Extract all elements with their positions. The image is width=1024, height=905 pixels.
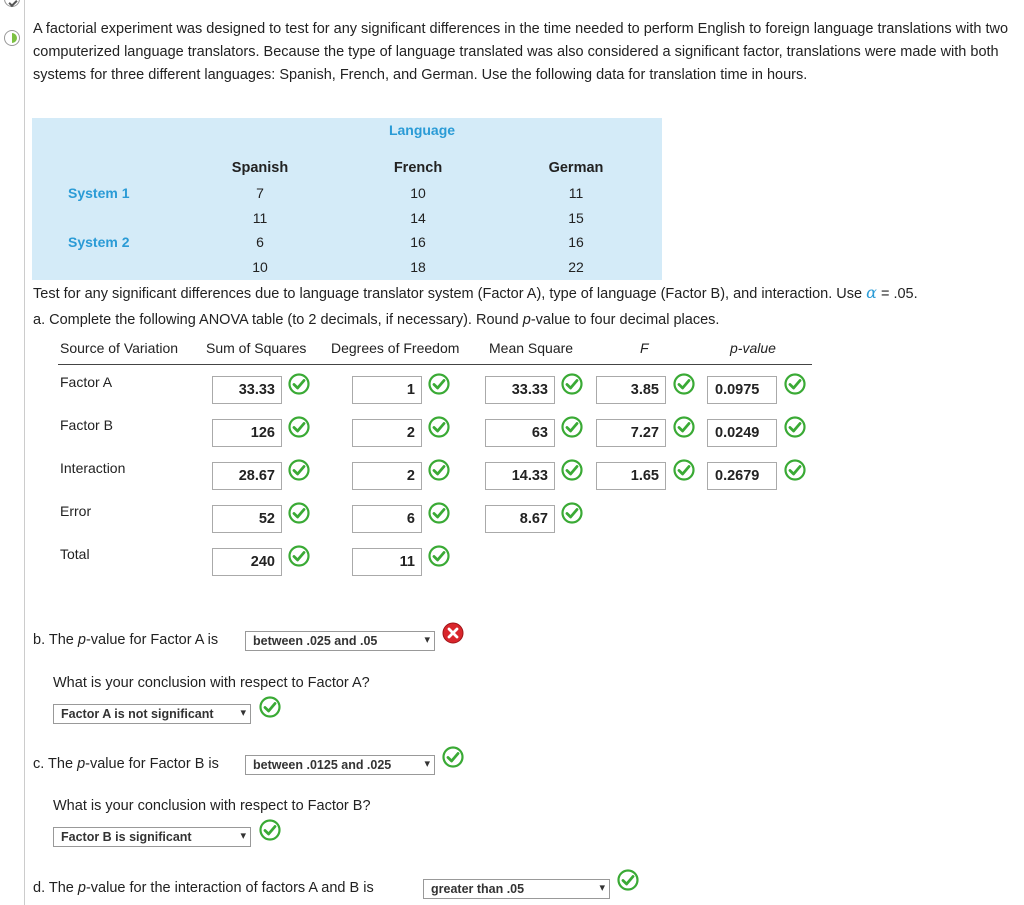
correct-check-icon — [428, 373, 450, 395]
part-b-p: p — [77, 632, 86, 648]
row-label-interaction: Interaction — [60, 460, 126, 476]
row-label-total: Total — [60, 546, 90, 562]
correct-check-icon — [561, 416, 583, 438]
collapse-chevron-icon[interactable] — [4, 0, 20, 7]
instruction-line — [33, 283, 918, 302]
df-input-factor-b[interactable]: 2 — [352, 419, 422, 447]
data-cell: 16 — [568, 234, 584, 250]
part-d-suffix: -value for the interaction of factors A and B is — [85, 880, 374, 896]
correct-check-icon — [259, 819, 281, 841]
chevron-down-icon: ▾ — [599, 882, 605, 894]
part-d-p: p — [77, 880, 86, 896]
instruction-text: Test for any significant differences due to language translator system (Factor A), type of language (Factor B), and interaction. Use — [33, 286, 863, 302]
ss-input-factor-a[interactable]: 33.33 — [212, 376, 282, 404]
question-stem: A factorial experiment was designed to test for any significant differences in the time needed to perform English to foreign language translations with two computerized language translators. Because the type of language translated was also considered a significant factor, translations were made with both systems for three different languages: Spanish, French, and German. Use the following data for translation time in hours. — [33, 21, 1009, 83]
header-ss: Sum of Squares — [206, 340, 307, 356]
correct-check-icon — [561, 502, 583, 524]
correct-check-icon — [442, 746, 464, 768]
factor-a-conclusion-prompt: What is your conclusion with respect to Factor A? — [53, 675, 370, 691]
factor-a-conclusion-select[interactable] — [53, 704, 251, 724]
data-cell: 18 — [410, 259, 426, 275]
correct-check-icon — [428, 502, 450, 524]
incorrect-x-icon — [442, 622, 464, 644]
data-cell: 10 — [252, 259, 268, 275]
df-input-error[interactable]: 6 — [352, 505, 422, 533]
correct-check-icon — [784, 459, 806, 481]
column-header-spanish: Spanish — [231, 160, 289, 176]
correct-check-icon — [673, 373, 695, 395]
column-header-german: German — [548, 160, 604, 176]
correct-check-icon — [428, 459, 450, 481]
ss-input-total[interactable]: 240 — [212, 548, 282, 576]
chevron-down-icon: ▾ — [424, 634, 430, 646]
part-d-prompt — [33, 880, 374, 896]
f-input-interaction[interactable]: 1.65 — [596, 462, 666, 490]
progress-pie-icon — [4, 30, 20, 46]
interaction-pvalue-select[interactable] — [423, 879, 610, 899]
part-c-prefix: c. The — [33, 756, 78, 772]
factor-a-conclusion-selected: Factor A is not significant — [61, 707, 214, 721]
row-label-system-1: System 1 — [68, 185, 130, 201]
correct-check-icon — [428, 545, 450, 567]
data-cell: 14 — [410, 210, 426, 226]
part-b-suffix: -value for Factor A is — [85, 632, 219, 648]
correct-check-icon — [561, 373, 583, 395]
part-c-prompt — [33, 756, 219, 772]
p-input-factor-a[interactable]: 0.0975 — [707, 376, 777, 404]
correct-check-icon — [617, 869, 639, 891]
data-cell: 10 — [410, 185, 426, 201]
data-cell: 11 — [252, 210, 268, 226]
header-divider — [58, 364, 812, 365]
header-source: Source of Variation — [60, 340, 179, 356]
correct-check-icon — [288, 459, 310, 481]
correct-check-icon — [288, 373, 310, 395]
part-a-prefix: a. Complete the following ANOVA table (to 2 decimals, if necessary). Round — [33, 312, 523, 328]
factor-a-pvalue-selected: between .025 and .05 — [253, 634, 378, 648]
correct-check-icon — [288, 502, 310, 524]
factor-b-conclusion-prompt: What is your conclusion with respect to Factor B? — [53, 798, 371, 814]
part-a-prompt — [33, 312, 719, 328]
part-d-prefix: d. The — [33, 880, 78, 896]
factor-a-pvalue-select[interactable] — [245, 631, 435, 651]
data-table — [32, 118, 662, 280]
ms-input-factor-b[interactable]: 63 — [485, 419, 555, 447]
f-input-factor-a[interactable]: 3.85 — [596, 376, 666, 404]
correct-check-icon — [673, 416, 695, 438]
correct-check-icon — [784, 373, 806, 395]
part-a-suffix: -value to four decimal places. — [530, 312, 720, 328]
df-input-interaction[interactable]: 2 — [352, 462, 422, 490]
chevron-down-icon: ▾ — [240, 830, 246, 842]
row-label-factor-b: Factor B — [60, 417, 113, 433]
alpha-symbol: α — [866, 283, 877, 302]
correct-check-icon — [288, 545, 310, 567]
p-input-factor-b[interactable]: 0.0249 — [707, 419, 777, 447]
data-cell: 7 — [256, 185, 264, 201]
f-input-factor-b[interactable]: 7.27 — [596, 419, 666, 447]
part-c-p: p — [77, 756, 86, 772]
correct-check-icon — [428, 416, 450, 438]
header-f: F — [640, 340, 649, 356]
correct-check-icon — [561, 459, 583, 481]
header-df: Degrees of Freedom — [331, 340, 460, 356]
ms-input-factor-a[interactable]: 33.33 — [485, 376, 555, 404]
ss-input-factor-b[interactable]: 126 — [212, 419, 282, 447]
chevron-down-icon: ▾ — [424, 758, 430, 770]
df-input-total[interactable]: 11 — [352, 548, 422, 576]
gutter-divider — [24, 0, 25, 905]
data-cell: 22 — [568, 259, 584, 275]
ms-input-interaction[interactable]: 14.33 — [485, 462, 555, 490]
language-header: Language — [388, 122, 456, 138]
data-cell: 15 — [568, 210, 584, 226]
row-label-error: Error — [60, 503, 92, 519]
column-header-french: French — [393, 160, 443, 176]
part-b-prefix: b. The — [33, 632, 78, 648]
ms-input-error[interactable]: 8.67 — [485, 505, 555, 533]
correct-check-icon — [784, 416, 806, 438]
correct-check-icon — [673, 459, 695, 481]
part-a-p: p — [522, 312, 531, 328]
data-cell: 16 — [410, 234, 426, 250]
data-cell: 11 — [568, 185, 584, 201]
ss-input-interaction[interactable]: 28.67 — [212, 462, 282, 490]
row-label-system-2: System 2 — [68, 234, 130, 250]
row-label-factor-a: Factor A — [60, 374, 113, 390]
factor-b-conclusion-selected: Factor B is significant — [61, 830, 192, 844]
factor-b-conclusion-select[interactable] — [53, 827, 251, 847]
correct-check-icon — [259, 696, 281, 718]
part-c-suffix: -value for Factor B is — [85, 756, 219, 772]
data-cell: 6 — [256, 234, 264, 250]
correct-check-icon — [288, 416, 310, 438]
header-ms: Mean Square — [489, 340, 574, 356]
p-input-interaction[interactable]: 0.2679 — [707, 462, 777, 490]
df-input-factor-a[interactable]: 1 — [352, 376, 422, 404]
ss-input-error[interactable]: 52 — [212, 505, 282, 533]
interaction-pvalue-selected: greater than .05 — [431, 882, 525, 896]
part-b-prompt — [33, 632, 218, 648]
factor-b-pvalue-selected: between .0125 and .025 — [253, 758, 392, 772]
chevron-down-icon: ▾ — [240, 707, 246, 719]
factor-b-pvalue-select[interactable] — [245, 755, 435, 775]
header-p: p-value — [730, 340, 776, 356]
alpha-value: = .05. — [876, 286, 918, 302]
